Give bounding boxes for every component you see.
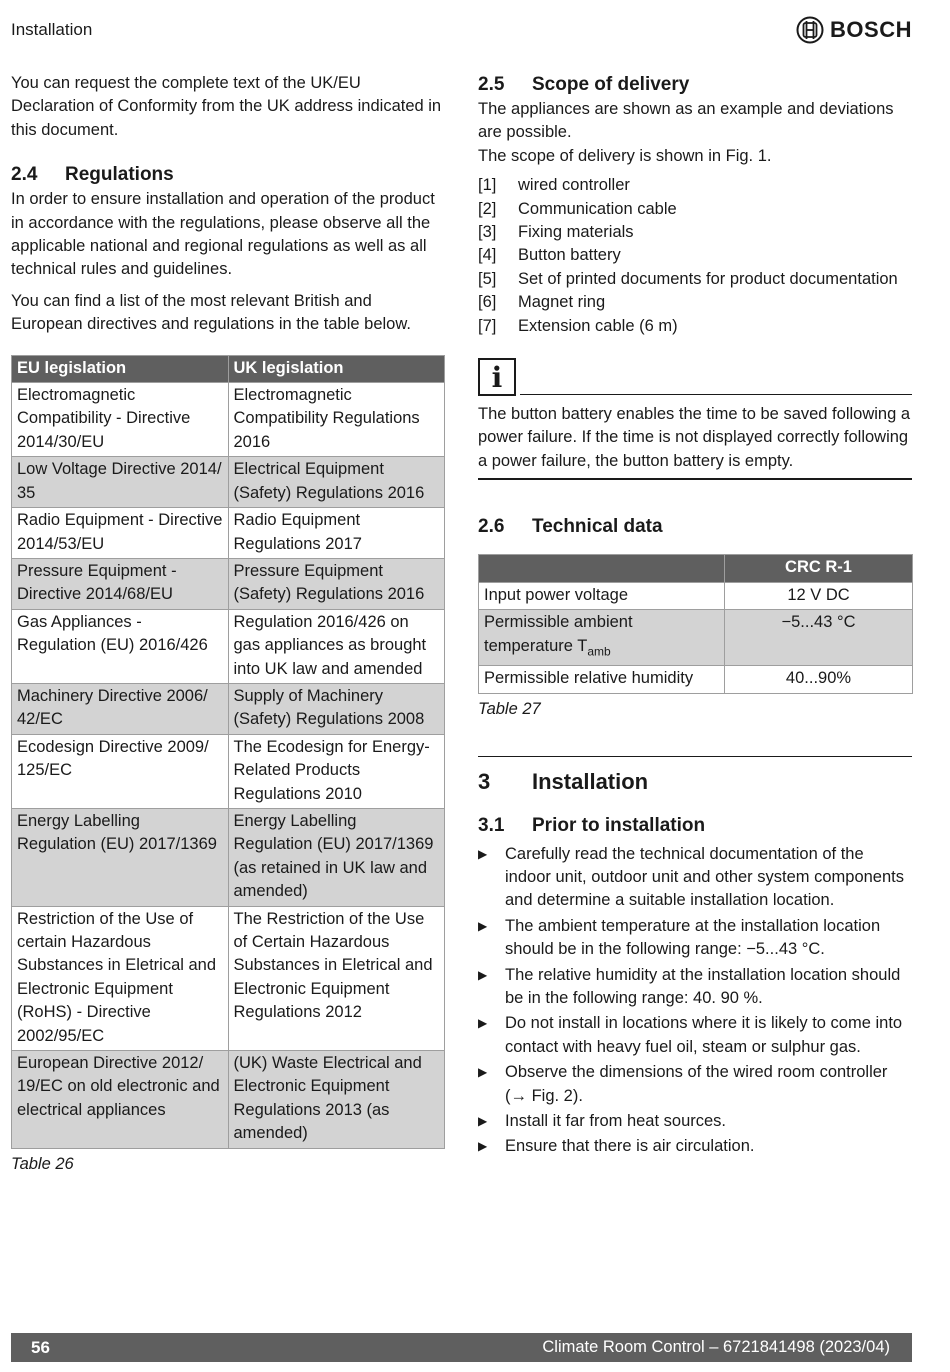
value-cell: 40...90% — [725, 666, 913, 693]
table-row — [479, 610, 913, 666]
item-index: [4] — [478, 246, 497, 265]
item-text: Install it far from heat sources. — [505, 1112, 727, 1131]
list-item — [478, 843, 912, 913]
column-header-empty — [479, 555, 725, 582]
eu-cell: Radio Equipment - Directive 2014/53/EU — [12, 508, 229, 559]
parameter-cell: Permissible ambient temperature $T_{amb}$ — [479, 610, 725, 666]
list-item — [478, 1135, 912, 1158]
uk-cell: Regulation 2016/426 on gas appliances as brought into UK law and amended — [228, 609, 445, 683]
eu-cell: Electromagnetic Compatibility - Directive 2014/30/EU — [12, 383, 229, 457]
table-caption: Table 27 — [478, 699, 541, 718]
uk-cell: Electrical Equipment (Safety) Regulations 2016 — [228, 457, 445, 508]
item-text: The relative humidity at the installation location should be in the following range: 40. 90 %. — [505, 965, 901, 1008]
uk-cell: Energy Labelling Regulation (EU) 2017/1369 (as retained in UK law and amended) — [228, 808, 445, 906]
eu-cell: Low Voltage Directive 2014/ 35 — [12, 457, 229, 508]
list-item — [478, 268, 912, 291]
eu-cell: Machinery Directive 2006/ 42/EC — [12, 683, 229, 734]
legislation-table — [11, 355, 445, 1149]
notice-header — [478, 358, 912, 396]
list-item — [478, 915, 912, 962]
item-index: [3] — [478, 223, 497, 242]
table-row — [479, 582, 913, 609]
list-item — [478, 198, 912, 221]
page-number: 56 — [31, 1337, 50, 1357]
parameter-cell: Input power voltage — [479, 582, 725, 609]
table-row — [12, 1051, 445, 1149]
item-text: Communication cable — [518, 199, 677, 218]
item-index: [6] — [478, 293, 497, 312]
bullet-arrow-icon: ▶ — [478, 967, 488, 982]
regulations-paragraph-2: You can find a list of the most relevant British and European directives and regulations in the table below. — [11, 291, 411, 334]
chapter-heading-3 — [478, 767, 912, 797]
chapter-title: Installation — [532, 768, 649, 794]
table-header-row — [479, 555, 913, 582]
regulations-paragraph-1: In order to ensure installation and operation of the product in accordance with the regulations, please observe all the applicable national and regional regulations as well as all technical rules and guidelines. — [11, 190, 435, 279]
section-number: 2.5 — [478, 74, 505, 95]
item-index: [2] — [478, 199, 497, 218]
item-text: wired controller — [518, 176, 630, 195]
list-item — [478, 244, 912, 267]
table-row — [479, 666, 913, 693]
parameter-cell: Permissible relative humidity — [479, 666, 725, 693]
bosch-logo — [796, 16, 912, 44]
list-item — [478, 964, 912, 1011]
table-row — [12, 383, 445, 457]
table-row — [12, 683, 445, 734]
item-index: [1] — [478, 176, 497, 195]
item-index: [7] — [478, 316, 497, 335]
notice-rule — [520, 394, 912, 395]
bullet-arrow-icon: ▶ — [478, 1065, 488, 1080]
bosch-armature-icon — [796, 16, 824, 44]
uk-cell: Pressure Equipment (Safety) Regulations 2016 — [228, 558, 445, 609]
logo-text: BOSCH — [830, 17, 912, 42]
notice-text: The button battery enables the time to be saved following a power failure. If the time is not displayed correctly following a power failure, the button battery is empty. — [478, 396, 912, 480]
subscript: amb — [587, 643, 611, 658]
section-title: Scope of delivery — [532, 74, 690, 95]
item-text: Magnet ring — [518, 293, 606, 312]
section-title: Regulations — [65, 164, 174, 186]
list-item — [478, 174, 912, 197]
eu-cell: European Directive 2012/ 19/EC on old electronic and electrical appliances — [12, 1051, 229, 1149]
prior-installation-list — [478, 843, 912, 1159]
table-caption: Table 26 — [11, 1154, 74, 1173]
column-header-eu: EU legislation — [12, 355, 229, 382]
section-number: 2.6 — [478, 516, 505, 538]
table-row — [12, 609, 445, 683]
left-column — [11, 72, 444, 1175]
right-column — [478, 72, 912, 1161]
bullet-arrow-icon: ▶ — [478, 1114, 488, 1129]
bullet-arrow-icon: ▶ — [478, 1016, 488, 1031]
section-number: 2.4 — [11, 164, 38, 186]
chapter-divider — [478, 756, 912, 757]
uk-cell: Supply of Machinery (Safety) Regulations 2008 — [228, 683, 445, 734]
eu-cell: Pressure Equipment - Directive 2014/68/EU — [12, 558, 229, 609]
section-number: 3.1 — [478, 814, 505, 836]
eu-cell: Restriction of the Use of certain Hazardous Substances in Eletrical and Electronic Equipment (RoHS) - Directive 2002/95/EC — [12, 906, 229, 1050]
table-header-row — [12, 355, 445, 382]
eu-cell: Energy Labelling Regulation (EU) 2017/1369 — [12, 808, 229, 906]
table-row — [12, 558, 445, 609]
delivery-list — [478, 174, 912, 338]
eu-cell: Ecodesign Directive 2009/ 125/EC — [12, 734, 229, 808]
list-item — [478, 1012, 912, 1059]
item-text: Carefully read the technical documentation of the indoor unit, outdoor unit and other system components and determine a suitable installation location. — [505, 844, 904, 910]
item-text: Observe the dimensions of the wired room controller (→ Fig. 2). — [505, 1063, 888, 1105]
item-text: Extension cable (6 m) — [518, 316, 678, 335]
intro-paragraph: You can request the complete text of the UK/EU Declaration of Conformity from the UK address indicated in this document. — [11, 74, 442, 139]
technical-data-table — [478, 554, 913, 693]
item-text: Set of printed documents for product documentation — [518, 269, 898, 288]
uk-cell: Radio Equipment Regulations 2017 — [228, 508, 445, 559]
section-heading-2-4 — [11, 162, 444, 188]
info-notice — [478, 358, 912, 480]
value-cell: 12 V DC — [725, 582, 913, 609]
list-item — [478, 1110, 912, 1133]
column-header-model: CRC R-1 — [725, 555, 913, 582]
section-heading-3-1 — [478, 813, 912, 839]
item-text: Do not install in locations where it is likely to come into contact with heavy fuel oil, steam or sulphur gas. — [505, 1014, 903, 1056]
section-heading-2-5 — [478, 72, 912, 98]
chapter-number: 3 — [478, 768, 491, 794]
info-icon: i — [478, 358, 516, 396]
bullet-arrow-icon: ▶ — [478, 846, 488, 861]
table-row — [12, 906, 445, 1050]
item-index: [5] — [478, 269, 497, 288]
item-text: Button battery — [518, 246, 621, 265]
item-text: Fixing materials — [518, 223, 634, 242]
list-item — [478, 1061, 912, 1108]
bullet-arrow-icon: ▶ — [478, 918, 488, 933]
value-cell: −5...43 °C — [725, 610, 913, 666]
item-text: Ensure that there is air circulation. — [505, 1137, 755, 1156]
list-item — [478, 315, 912, 338]
eu-cell: Gas Appliances - Regulation (EU) 2016/426 — [12, 609, 229, 683]
uk-cell: The Ecodesign for Energy-Related Products Regulations 2010 — [228, 734, 445, 808]
uk-cell: The Restriction of the Use of Certain Hazardous Substances in Eletrical and Electronic Equipment Regulations 2012 — [228, 906, 445, 1050]
delivery-paragraph-2: The scope of delivery is shown in Fig. 1. — [478, 146, 772, 165]
document-reference: Climate Room Control – 6721841498 (2023/04) — [542, 1338, 890, 1356]
delivery-paragraph-1: The appliances are shown as an example and deviations are possible. — [478, 100, 894, 142]
section-title: Prior to installation — [532, 814, 706, 836]
list-item — [478, 221, 912, 244]
column-header-uk: UK legislation — [228, 355, 445, 382]
list-item — [478, 291, 912, 314]
uk-cell: (UK) Waste Electrical and Electronic Equipment Regulations 2013 (as amended) — [228, 1051, 445, 1149]
item-text: The ambient temperature at the installation location should be in the following range: −5...43 °C. — [505, 916, 881, 959]
table-row — [12, 508, 445, 559]
page-footer — [11, 1333, 912, 1362]
running-header: Installation — [11, 20, 93, 39]
table-row — [12, 457, 445, 508]
uk-cell: Electromagnetic Compatibility Regulations 2016 — [228, 383, 445, 457]
bullet-arrow-icon: ▶ — [478, 1139, 488, 1154]
table-row — [12, 734, 445, 808]
table-row — [12, 808, 445, 906]
section-heading-2-6 — [478, 514, 912, 540]
section-title: Technical data — [532, 516, 663, 538]
